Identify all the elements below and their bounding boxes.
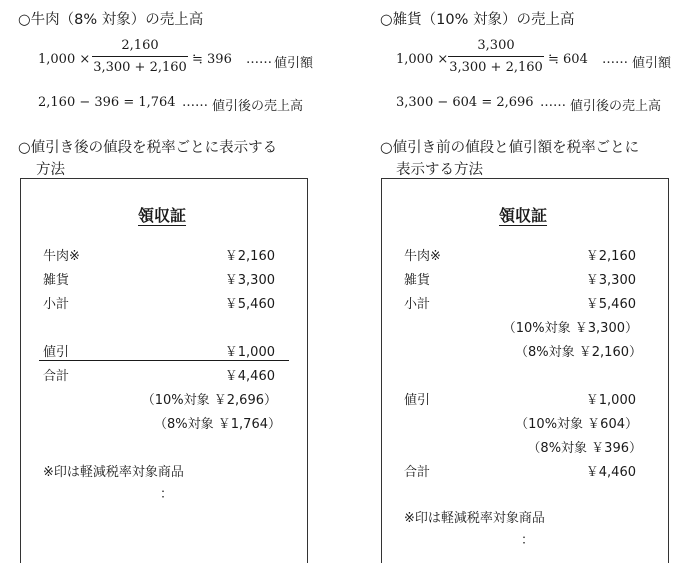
right-item-amount: ￥2,160: [585, 249, 636, 264]
right-calc1-prefix: 1,000 ×: [396, 52, 449, 67]
right-calc1-denominator: 3,300 + 2,160: [449, 60, 543, 75]
right-discount-amount: ￥1,000: [585, 393, 636, 408]
left-item-label: 牛肉※: [43, 249, 80, 264]
right-calc1-label: 値引額: [632, 56, 672, 71]
right-subtotal-10: （10%対象 ￥3,300）: [502, 321, 638, 336]
left-calc1-dots: ……: [246, 52, 272, 67]
left-calc2-dots: ……: [182, 95, 208, 110]
left-calc2-label: 値引後の売上高: [212, 99, 304, 114]
left-discount-amount: ￥1,000: [224, 345, 275, 360]
left-method-line1: ○値引き後の値段を税率ごとに表示する: [18, 140, 278, 156]
left-calc1-label: 値引額: [274, 56, 314, 71]
left-subtotal-amount: ￥5,460: [224, 297, 275, 312]
left-total-label: 合計: [43, 369, 70, 384]
left-calc1-prefix: 1,000 ×: [38, 52, 91, 67]
right-subtotal-label: 小計: [404, 297, 431, 312]
right-total-label: 合計: [404, 465, 431, 480]
left-calc2-expr: 2,160 − 396 = 1,764: [38, 95, 176, 110]
left-item-amount: ￥3,300: [224, 273, 275, 288]
total-divider: [39, 360, 289, 361]
left-calc1-approx: ≒ 396: [192, 52, 232, 67]
right-discount-10: （10%対象 ￥604）: [515, 417, 638, 432]
right-continuation: ：: [521, 533, 535, 548]
left-subtotal-label: 小計: [43, 297, 70, 312]
right-calc2-label: 値引後の売上高: [570, 99, 662, 114]
left-item-amount: ￥2,160: [224, 249, 275, 264]
right-subtotal-8: （8%対象 ￥2,160）: [515, 345, 642, 360]
right-discount-label: 値引: [404, 393, 431, 408]
right-calc1-approx: ≒ 604: [548, 52, 588, 67]
right-calc2-expr: 3,300 − 604 = 2,696: [396, 95, 534, 110]
left-receipt: [20, 178, 308, 563]
right-discount-8: （8%対象 ￥396）: [527, 441, 642, 456]
right-calc2-dots: ……: [540, 95, 566, 110]
right-subtotal-amount: ￥5,460: [585, 297, 636, 312]
right-method-line2: 表示する方法: [396, 162, 483, 178]
right-receipt-title: 領収証: [499, 206, 548, 225]
left-receipt-title: 領収証: [138, 206, 187, 225]
right-note: ※印は軽減税率対象商品: [404, 511, 545, 526]
left-breakdown-10: （10%対象 ￥2,696）: [141, 393, 277, 408]
right-heading: ○雑貨（10% 対象）の売上高: [380, 12, 575, 28]
right-calc1-numerator: 3,300: [477, 38, 515, 53]
left-calc1-fraction: [92, 38, 188, 75]
right-calc1-fraction: [448, 38, 544, 75]
left-method-line2: 方法: [36, 162, 65, 178]
left-breakdown-8: （8%対象 ￥1,764）: [154, 417, 281, 432]
right-item-label: 牛肉※: [404, 249, 441, 264]
left-continuation: ：: [160, 487, 174, 502]
left-calc1-denominator: 3,300 + 2,160: [93, 60, 187, 75]
right-item-amount: ￥3,300: [585, 273, 636, 288]
right-item-label: 雑貨: [404, 273, 431, 288]
left-heading: ○牛肉（8% 対象）の売上高: [18, 12, 204, 28]
left-item-label: 雑貨: [43, 273, 70, 288]
right-total-amount: ￥4,460: [585, 465, 636, 480]
left-calc1-numerator: 2,160: [121, 38, 159, 53]
left-total-amount: ￥4,460: [224, 369, 275, 384]
right-receipt: [381, 178, 669, 563]
left-note: ※印は軽減税率対象商品: [43, 465, 184, 480]
right-method-line1: ○値引き前の値段と値引額を税率ごとに: [380, 140, 640, 156]
left-discount-label: 値引: [43, 345, 70, 360]
right-calc1-dots: ……: [602, 52, 628, 67]
